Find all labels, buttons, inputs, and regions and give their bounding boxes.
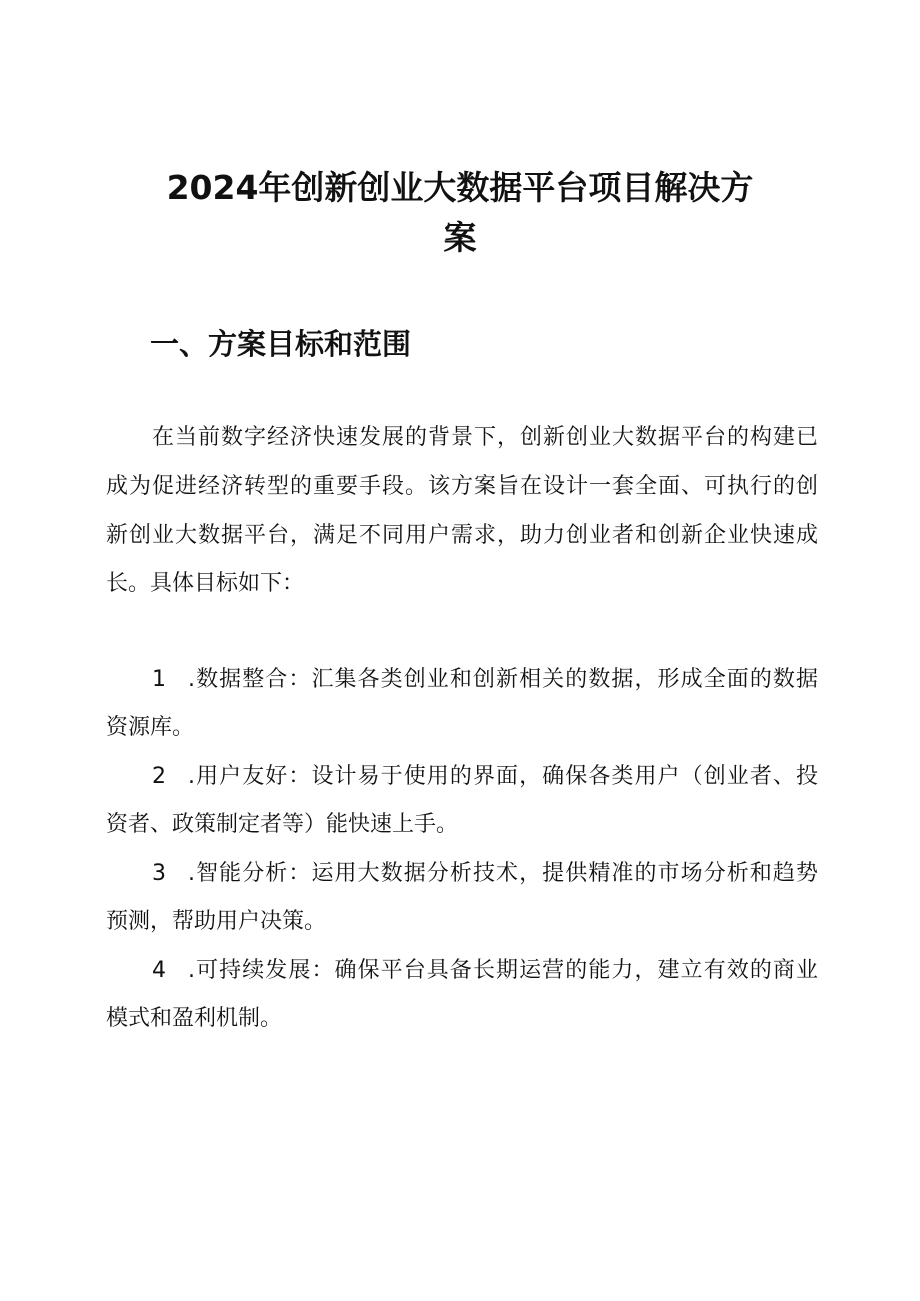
section-heading: 一、方案目标和范围 (150, 327, 412, 361)
list-item-2 (152, 760, 818, 794)
list-item-3-continuation: 预测，帮助用户决策。 (106, 909, 327, 934)
list-item-4 (152, 954, 818, 988)
list-item-number: 3 (152, 861, 166, 886)
list-item-2-continuation: 资者、政策制定者等）能快速上手。 (106, 812, 459, 837)
intro-line-4: 长。具体目标如下： (106, 571, 305, 596)
list-item-number: 2 (152, 764, 166, 789)
list-item-text: .数据整合：汇集各类创业和创新相关的数据，形成全面的数据 (188, 667, 818, 692)
list-item-3 (152, 857, 818, 891)
list-item-4-continuation: 模式和盈利机制。 (106, 1006, 283, 1031)
intro-line-2: 成为促进经济转型的重要手段。该方案旨在设计一套全面、可执行的创 (106, 474, 818, 499)
intro-line-3: 新创业大数据平台，满足不同用户需求，助力创业者和创新企业快速成 (106, 523, 818, 548)
list-item-number: 4 (152, 958, 166, 983)
list-item-1-continuation: 资源库。 (106, 715, 195, 740)
document-title-line2: 案 (443, 218, 477, 257)
list-item-text: .可持续发展：确保平台具备长期运营的能力，建立有效的商业 (188, 958, 818, 983)
intro-line-1: 在当前数字经济快速发展的背景下，创新创业大数据平台的构建已 (152, 425, 818, 450)
list-item-text: .智能分析：运用大数据分析技术，提供精准的市场分析和趋势 (188, 861, 818, 886)
document-title-line1: 2024年创新创业大数据平台项目解决方 (166, 168, 754, 207)
list-item-number: 1 (152, 667, 166, 692)
list-item-text: .用户友好：设计易于使用的界面，确保各类用户（创业者、投 (188, 764, 818, 789)
list-item-1 (152, 663, 818, 697)
